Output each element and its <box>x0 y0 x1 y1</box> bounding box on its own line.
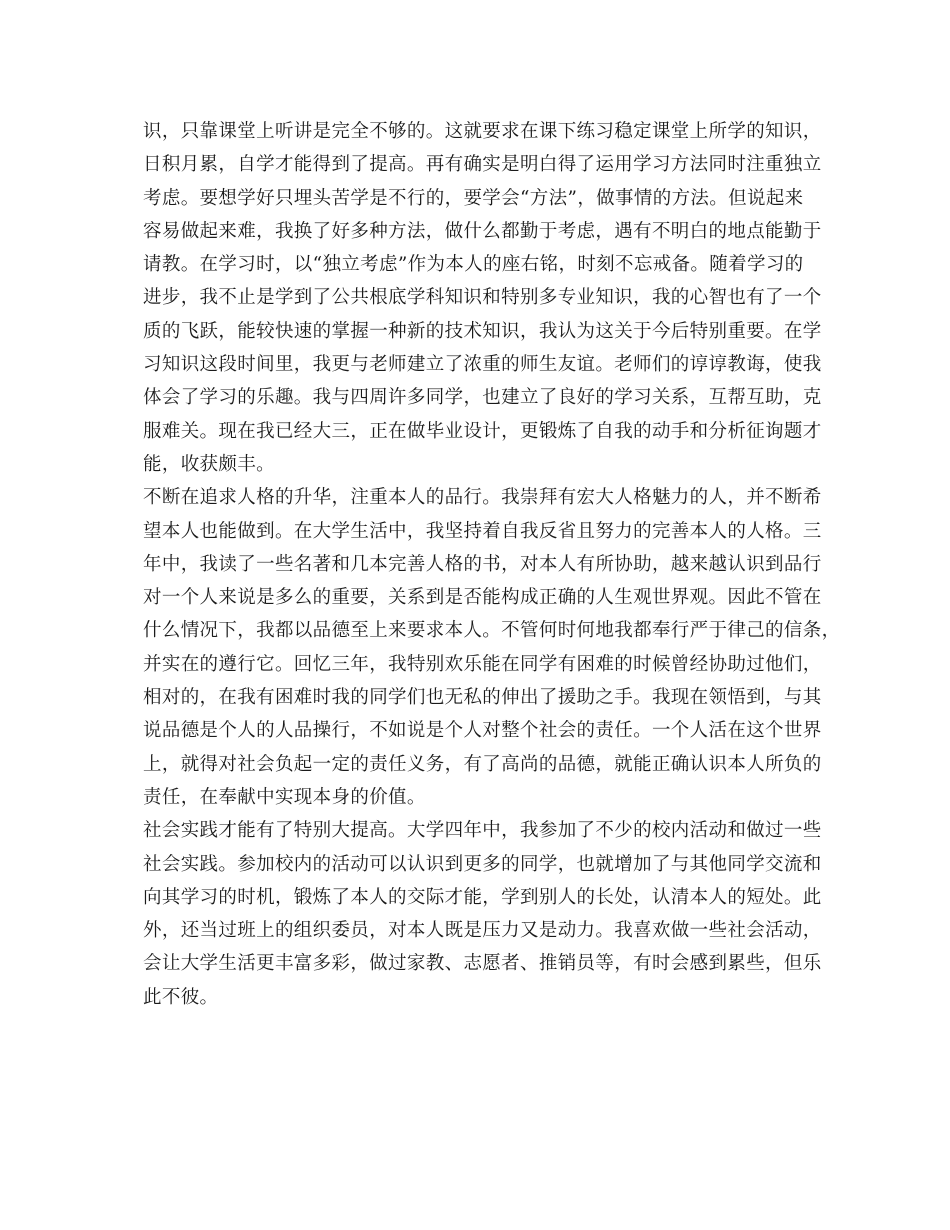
text-line: 向其学习的时机，锻炼了本人的交际才能，学到别人的长处，认清本人的短处。此 <box>143 886 822 908</box>
text-line: 习知识这段时间里，我更与老师建立了浓重的师生友谊。老师们的谆谆教诲，使我 <box>143 354 822 376</box>
text-line: 考虑。要想学好只埋头苦学是不行的，要学会“方法”，做事情的方法。但说起来 <box>143 187 804 209</box>
text-line: 日积月累，自学才能得到了提高。再有确实是明白得了运用学习方法同时注重独立 <box>143 154 822 176</box>
text-line: 识，只靠课堂上听讲是完全不够的。这就要求在课下练习稳定课堂上所学的知识， <box>143 121 822 142</box>
text-line: 容易做起来难，我换了好多种方法，做什么都勤于考虑，遇有不明白的地点能勤于 <box>143 220 822 242</box>
text-line: 社会实践。参加校内的活动可以认识到更多的同学，也就增加了与其他同学交流和 <box>143 853 822 875</box>
text-line: 请教。在学习时，以“独立考虑”作为本人的座右铭，时刻不忘戒备。随着学习的 <box>143 254 804 276</box>
text-line: 质的飞跃，能较快速的掌握一种新的技术知识，我认为这关于今后特别重要。在学 <box>143 320 822 342</box>
text-line: 社会实践才能有了特别大提高。大学四年中，我参加了不少的校内活动和做过一些 <box>143 820 822 842</box>
text-line: 说品德是个人的人品操行，不如说是个人对整个社会的责任。一个人活在这个世界 <box>143 720 822 742</box>
text-line: 不断在追求人格的升华，注重本人的品行。我崇拜有宏大人格魅力的人，并不断希 <box>143 487 822 509</box>
text-line: 此不彼。 <box>143 986 219 1008</box>
text-line: 责任，在奉献中实现本身的价值。 <box>143 786 426 808</box>
text-line: 望本人也能做到。在大学生活中，我坚持着自我反省且努力的完善本人的人格。三 <box>143 520 822 542</box>
text-line: 什么情况下，我都以品德至上来要求本人。不管何时何地我都奉行严于律己的信条， <box>143 620 841 642</box>
text-line: 上，就得对社会负起一定的责任义务，有了高尚的品德，就能正确认识本人所负的 <box>143 753 822 775</box>
document-body <box>143 115 841 1014</box>
text-line: 并实在的遵行它。回忆三年，我特别欢乐能在同学有困难的时候曾经协助过他们， <box>143 653 822 675</box>
text-line: 进步，我不止是学到了公共根底学科知识和特别多专业知识，我的心智也有了一个 <box>143 287 822 309</box>
text-line: 对一个人来说是多么的重要，关系到是否能构成正确的人生观世界观。因此不管在 <box>143 587 822 609</box>
text-line: 相对的，在我有困难时我的同学们也无私的伸出了援助之手。我现在领悟到，与其 <box>143 687 822 709</box>
text-line: 能，收获颇丰。 <box>143 453 275 475</box>
text-line: 服难关。现在我已经大三，正在做毕业设计，更锻炼了自我的动手和分析征询题才 <box>143 420 822 442</box>
text-line: 年中，我读了一些名著和几本完善人格的书，对本人有所协助，越来越认识到品行 <box>143 553 822 575</box>
text-line: 体会了学习的乐趣。我与四周许多同学，也建立了良好的学习关系，互帮互助，克 <box>143 387 822 409</box>
text-line: 外，还当过班上的组织委员，对本人既是压力又是动力。我喜欢做一些社会活动， <box>143 920 822 942</box>
text-line: 会让大学生活更丰富多彩，做过家教、志愿者、推销员等，有时会感到累些，但乐 <box>143 953 822 975</box>
